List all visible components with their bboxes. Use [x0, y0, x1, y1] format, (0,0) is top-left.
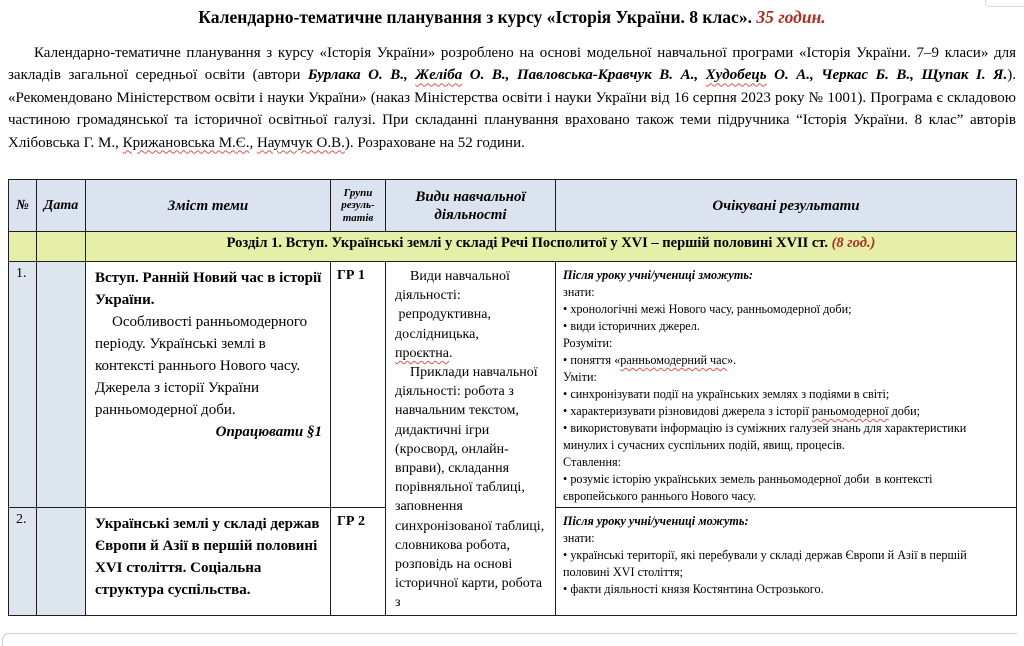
column-header-date: Дата: [37, 180, 86, 232]
column-header-learning-activities: Види навчальної діяльності: [386, 180, 556, 232]
screen-edge-artifact-top-right: [985, 0, 1024, 7]
expected-results-cell: Після уроку учні/учениці можуть: знати: • українські території, які перебували у складі держав Європи й Азії в першій половині XVI століття; • факти діяльності князя Костянтина Острозького.: [556, 508, 1017, 616]
learning-activities-cell: Види навчальної діяльності: репродуктивна, дослідницька, проєктна. Приклади навчальної діяльності: робота з навчальним текстом, дидактичні ігри (кросворд, онлайн-вправи), складання порівняльної таблиці, заповнення синхронізованої таблиці, словникова робота, розповідь на основі історичної карти, робота з: [386, 262, 556, 616]
column-header-result-groups: Групи резуль-татів: [331, 180, 386, 232]
topic-content-cell: Українські землі у складі держав Європи й Азії в першій половині XVI століття. Соціальна структура суспільства.: [86, 508, 331, 616]
section-number-cell: [9, 232, 37, 262]
table-row: [9, 262, 1017, 508]
row-number-cell: 2.: [9, 508, 37, 616]
section-date-cell: [37, 232, 86, 262]
row-date-cell: [37, 508, 86, 616]
intro-paragraph: Календарно-тематичне планування з курсу «Історія України» розроблено на основі модельної навчальної програми «Історія України. 7–9 класи» для закладів загальної середньої освіти (автори Бурлака О. В., Желіба О. В., Павловська-Кравчук В. А., Худобець О. А., Черкас Б. В., Щупак І. Я.). «Рекомендовано Міністерством освіти і науки України» (наказ Міністерства освіти і науки України від 16 серпня 2023 року № 1001). Програма є складовою частиною громадянської та історичної освітньої галузі. При складанні планування враховано також теми підручника “Історія України. 8 клас” авторів Хлібовська Г. М., Крижановська М.Є., Наумчук О.В.). Розраховане на 52 години.: [8, 45, 1016, 151]
column-header-expected-results: Очікувані результати: [556, 180, 1017, 232]
section-title: Розділ 1. Вступ. Українські землі у складі Речі Посполитої у XVI – першій половині XVII ст. (8 год.): [86, 232, 1017, 262]
column-header-number: №: [9, 180, 37, 232]
row-date-cell: [37, 262, 86, 508]
table-header-row: [9, 180, 1017, 232]
result-group-cell: ГР 2: [331, 508, 386, 616]
topic-content-cell: Вступ. Ранній Новий час в історії України. Особливості ранньомодерного періоду. Українські землі в контексті раннього Нового часу. Джерела з історії України ранньомодерної доби. Опрацювати §1: [86, 262, 331, 508]
page-title: Календарно-тематичне планування з курсу «Історія України. 8 клас». 35 годин.: [198, 7, 826, 27]
expected-results-cell: Після уроку учні/учениці зможуть: знати: • хронологічні межі Нового часу, ранньомодерної доби; • види історичних джерел. Розуміти: • поняття «ранньомодерний час». Уміти: • синхронізувати події на українських землях з подіями в світі; • характеризувати різновидові джерела з історії раньомодерної доби; • використовувати інформацію із суміжних галузей знань для характеристики минулих і сучасних суспільних подій, явищ, процесів. Ставлення: • розуміє історію українських земель ранньомодерної доби в контексті європейського раннього Нового часу.: [556, 262, 1017, 508]
section-row: [9, 232, 1017, 262]
column-header-topic-content: Зміст теми: [86, 180, 331, 232]
planning-table: [8, 179, 1017, 616]
row-number-cell: 1.: [9, 262, 37, 508]
result-group-cell: ГР 1: [331, 262, 386, 508]
